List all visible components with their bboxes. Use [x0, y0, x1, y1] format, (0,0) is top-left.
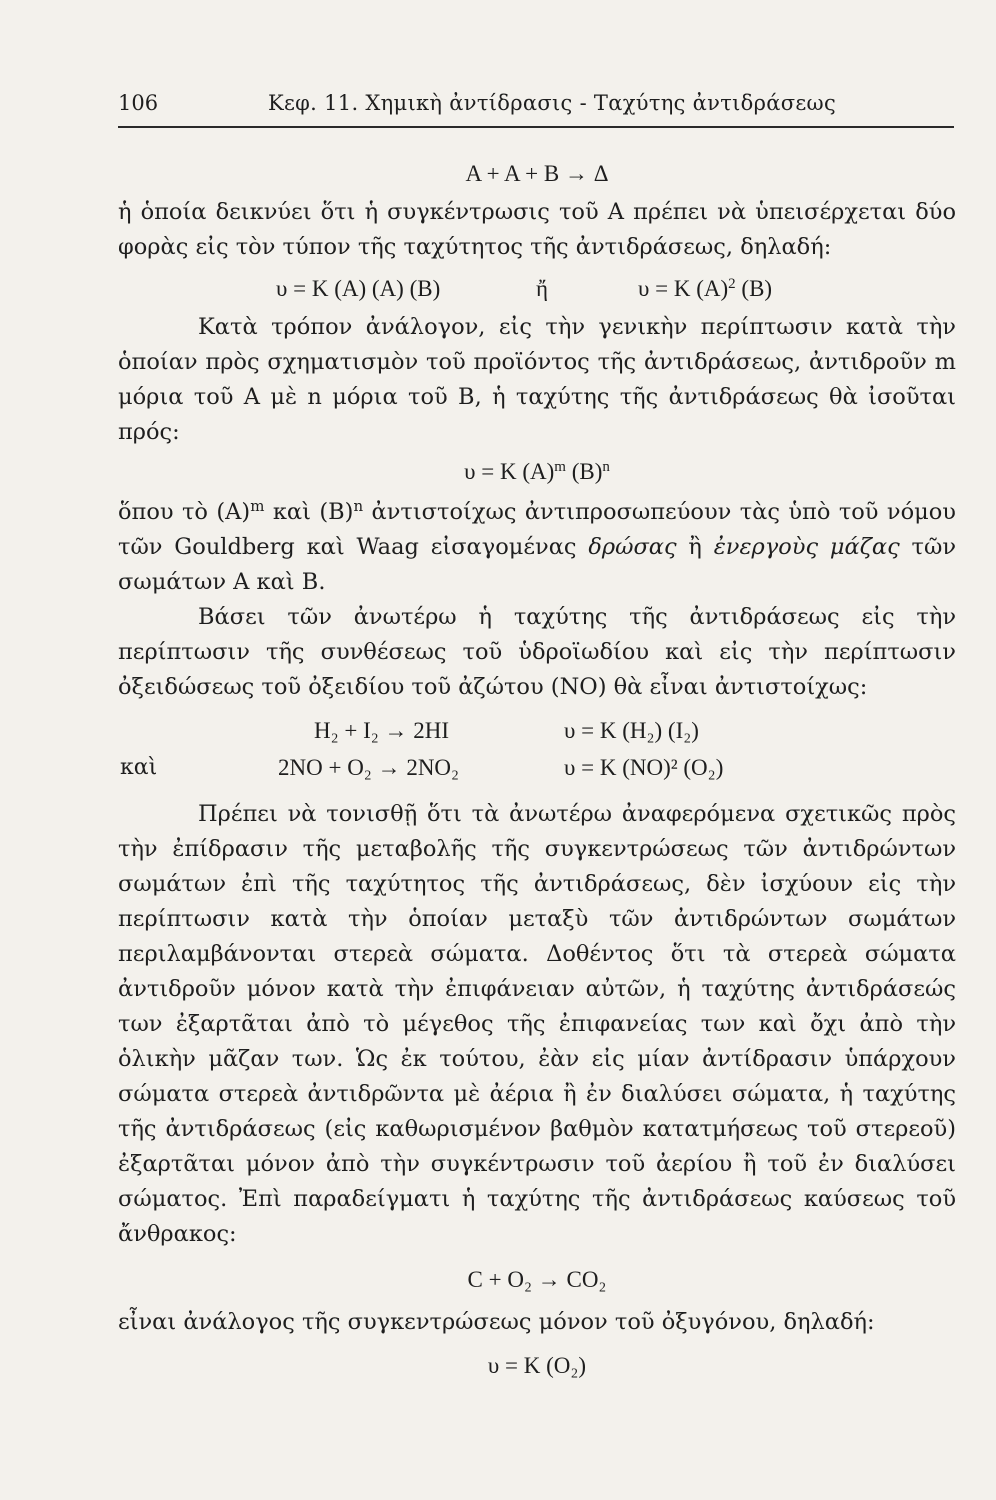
- paragraph-2: Κατὰ τρόπον ἀνάλογον, εἰς τὴν γενικὴν περίπτωσιν κατὰ τὴν ὁποίαν πρὸς σχηματισμὸν τοῦ προϊόντος τῆς ἀντιδράσεως, ἀντιδροῦν m μόρια τοῦ A μὲ n μόρια τοῦ B, ἡ ταχύτης τῆς ἀντιδράσεως θὰ ἰσοῦται πρός:: [118, 314, 956, 445]
- page-body: [118, 152, 956, 1387]
- general-rate-prefix: υ = K (A): [464, 459, 555, 484]
- paragraph-5: Πρέπει νὰ τονισθῇ ὅτι τὰ ἀνωτέρω ἀναφερόμενα σχετικῶς πρὸς τὴν ἐπίδρασιν τῆς μεταβολῆς τῆς συγκεντρώσεως τῶν ἀντιδρώντων σωμάτων ἐπὶ τῆς ταχύτητος τῆς ἀντιδράσεως, δὲν ἰσχύουν εἰς τὴν περίπτωσιν κατὰ τὴν ὁποίαν μεταξὺ τῶν ἀντιδρώντων σωμάτων περιλαμβάνονται στερεὰ σώματα. Δοθέντος ὅτι τὰ στερεὰ σώματα ἀντιδροῦν μόνον κατὰ τὴν ἐπιφάνειαν αὐτῶν, ἡ ταχύτης ἀντιδράσεώς των ἐξαρτᾶται ἀπὸ τὸ μέγεθος τῆς ἐπιφανείας των καὶ ὄχι ἀπὸ τὴν ὁλικὴν μᾶζαν των. Ὡς ἐκ τούτου, ἐὰν εἰς μίαν ἀντίδρασιν ὑπάρχουν σώματα στερεὰ ἀντιδρῶντα μὲ ἀέρια ἢ ἐν διαλύσει σώματα, ἡ ταχύτης τῆς ἀντιδράσεως (εἰς καθωρισμένον βαθμὸν κατατμήσεως τοῦ στερεοῦ) ἐξαρτᾶται μόνον ἀπὸ τὴν συγκέντρωσιν τοῦ ἀερίου ἢ τοῦ ἐν διαλύσει σώματος. Ἐπὶ παραδείγματι ἡ ταχύτης τῆς ἀντιδράσεως καύσεως τοῦ ἄνθρακος:: [118, 801, 956, 1247]
- general-rate-m: m: [554, 459, 566, 475]
- equation-rate-oxygen: υ = K (O₂): [487, 1353, 587, 1378]
- rate-expression-expanded: υ = K (A) (A) (B): [276, 276, 441, 301]
- general-rate-n: n: [602, 459, 610, 475]
- equation-general-rate: [118, 454, 956, 489]
- equation-rate-aab: [118, 271, 956, 308]
- reaction-hi: H₂ + I₂ → 2HI: [314, 718, 450, 743]
- rate-hi: υ = K (H₂) (I₂): [564, 718, 699, 743]
- page-header: [118, 88, 954, 128]
- kai-label: καὶ: [120, 755, 158, 780]
- p3-part-a: ὅπου τὸ (A): [118, 499, 251, 525]
- reaction-no: 2NO + O₂ → 2NO₂: [278, 755, 460, 780]
- equation-carbon-combustion: C + O₂ → CO₂: [467, 1267, 607, 1292]
- page-number: 106: [118, 91, 159, 115]
- rate-squared-exponent: 2: [728, 276, 736, 292]
- reaction-row-no: [118, 750, 956, 787]
- p3-part-d: ἢ: [676, 534, 714, 560]
- p3-italic-energous-mazas: ἐνεργοὺς μάζας: [713, 534, 900, 560]
- p3-part-b: καὶ (B): [264, 499, 354, 525]
- general-rate-mid: (B): [565, 459, 603, 484]
- equation-reaction-aab: A + A + B → Δ: [465, 161, 609, 186]
- running-title: Κεφ. 11. Χημικὴ ἀντίδρασις - Ταχύτης ἀντιδράσεως: [268, 91, 837, 115]
- paragraph-6: εἶναι ἀνάλογος τῆς συγκεντρώσεως μόνον τοῦ ὀξυγόνου, δηλαδή:: [118, 1309, 875, 1335]
- paragraph-3: [118, 495, 956, 600]
- paragraph-1: ἡ ὁποία δεικνύει ὅτι ἡ συγκέντρωσις τοῦ A πρέπει νὰ ὑπεισέρχεται δύο φορὰς εἰς τὸν τύπον τῆς ταχύτητος τῆς ἀντιδράσεως, δηλαδή:: [118, 199, 956, 260]
- reaction-row-hi: [118, 713, 956, 750]
- paragraph-4: Βάσει τῶν ἀνωτέρω ἡ ταχύτης τῆς ἀντιδράσεως εἰς τὴν περίπτωσιν τῆς συνθέσεως τοῦ ὑδροϊωδίου καὶ εἰς τὴν περίπτωσιν ὀξειδώσεως τοῦ ὀξειδίου τοῦ ἀζώτου (NO) θὰ εἶναι ἀντιστοίχως:: [118, 604, 956, 700]
- or-word: ἤ: [536, 276, 549, 301]
- rate-expression-squared: [638, 271, 772, 306]
- p3-part-c: ἀντιστοίχως ἀντιπροσωπεύουν τὰς ὑπὸ τοῦ νόμου τῶν Gouldberg καὶ Waag εἰσαγομένας: [118, 499, 956, 560]
- rate-no: υ = K (NO)² (O₂): [564, 755, 724, 780]
- p3-part-e: τῶν σωμάτων A καὶ B.: [118, 534, 956, 595]
- rate-squared-prefix: υ = K (A): [638, 276, 729, 301]
- p3-exp-n: n: [353, 497, 364, 515]
- p3-exp-m: m: [250, 497, 265, 515]
- p3-italic-drosas: δρώσας: [588, 534, 677, 560]
- rate-squared-suffix: (B): [735, 276, 773, 301]
